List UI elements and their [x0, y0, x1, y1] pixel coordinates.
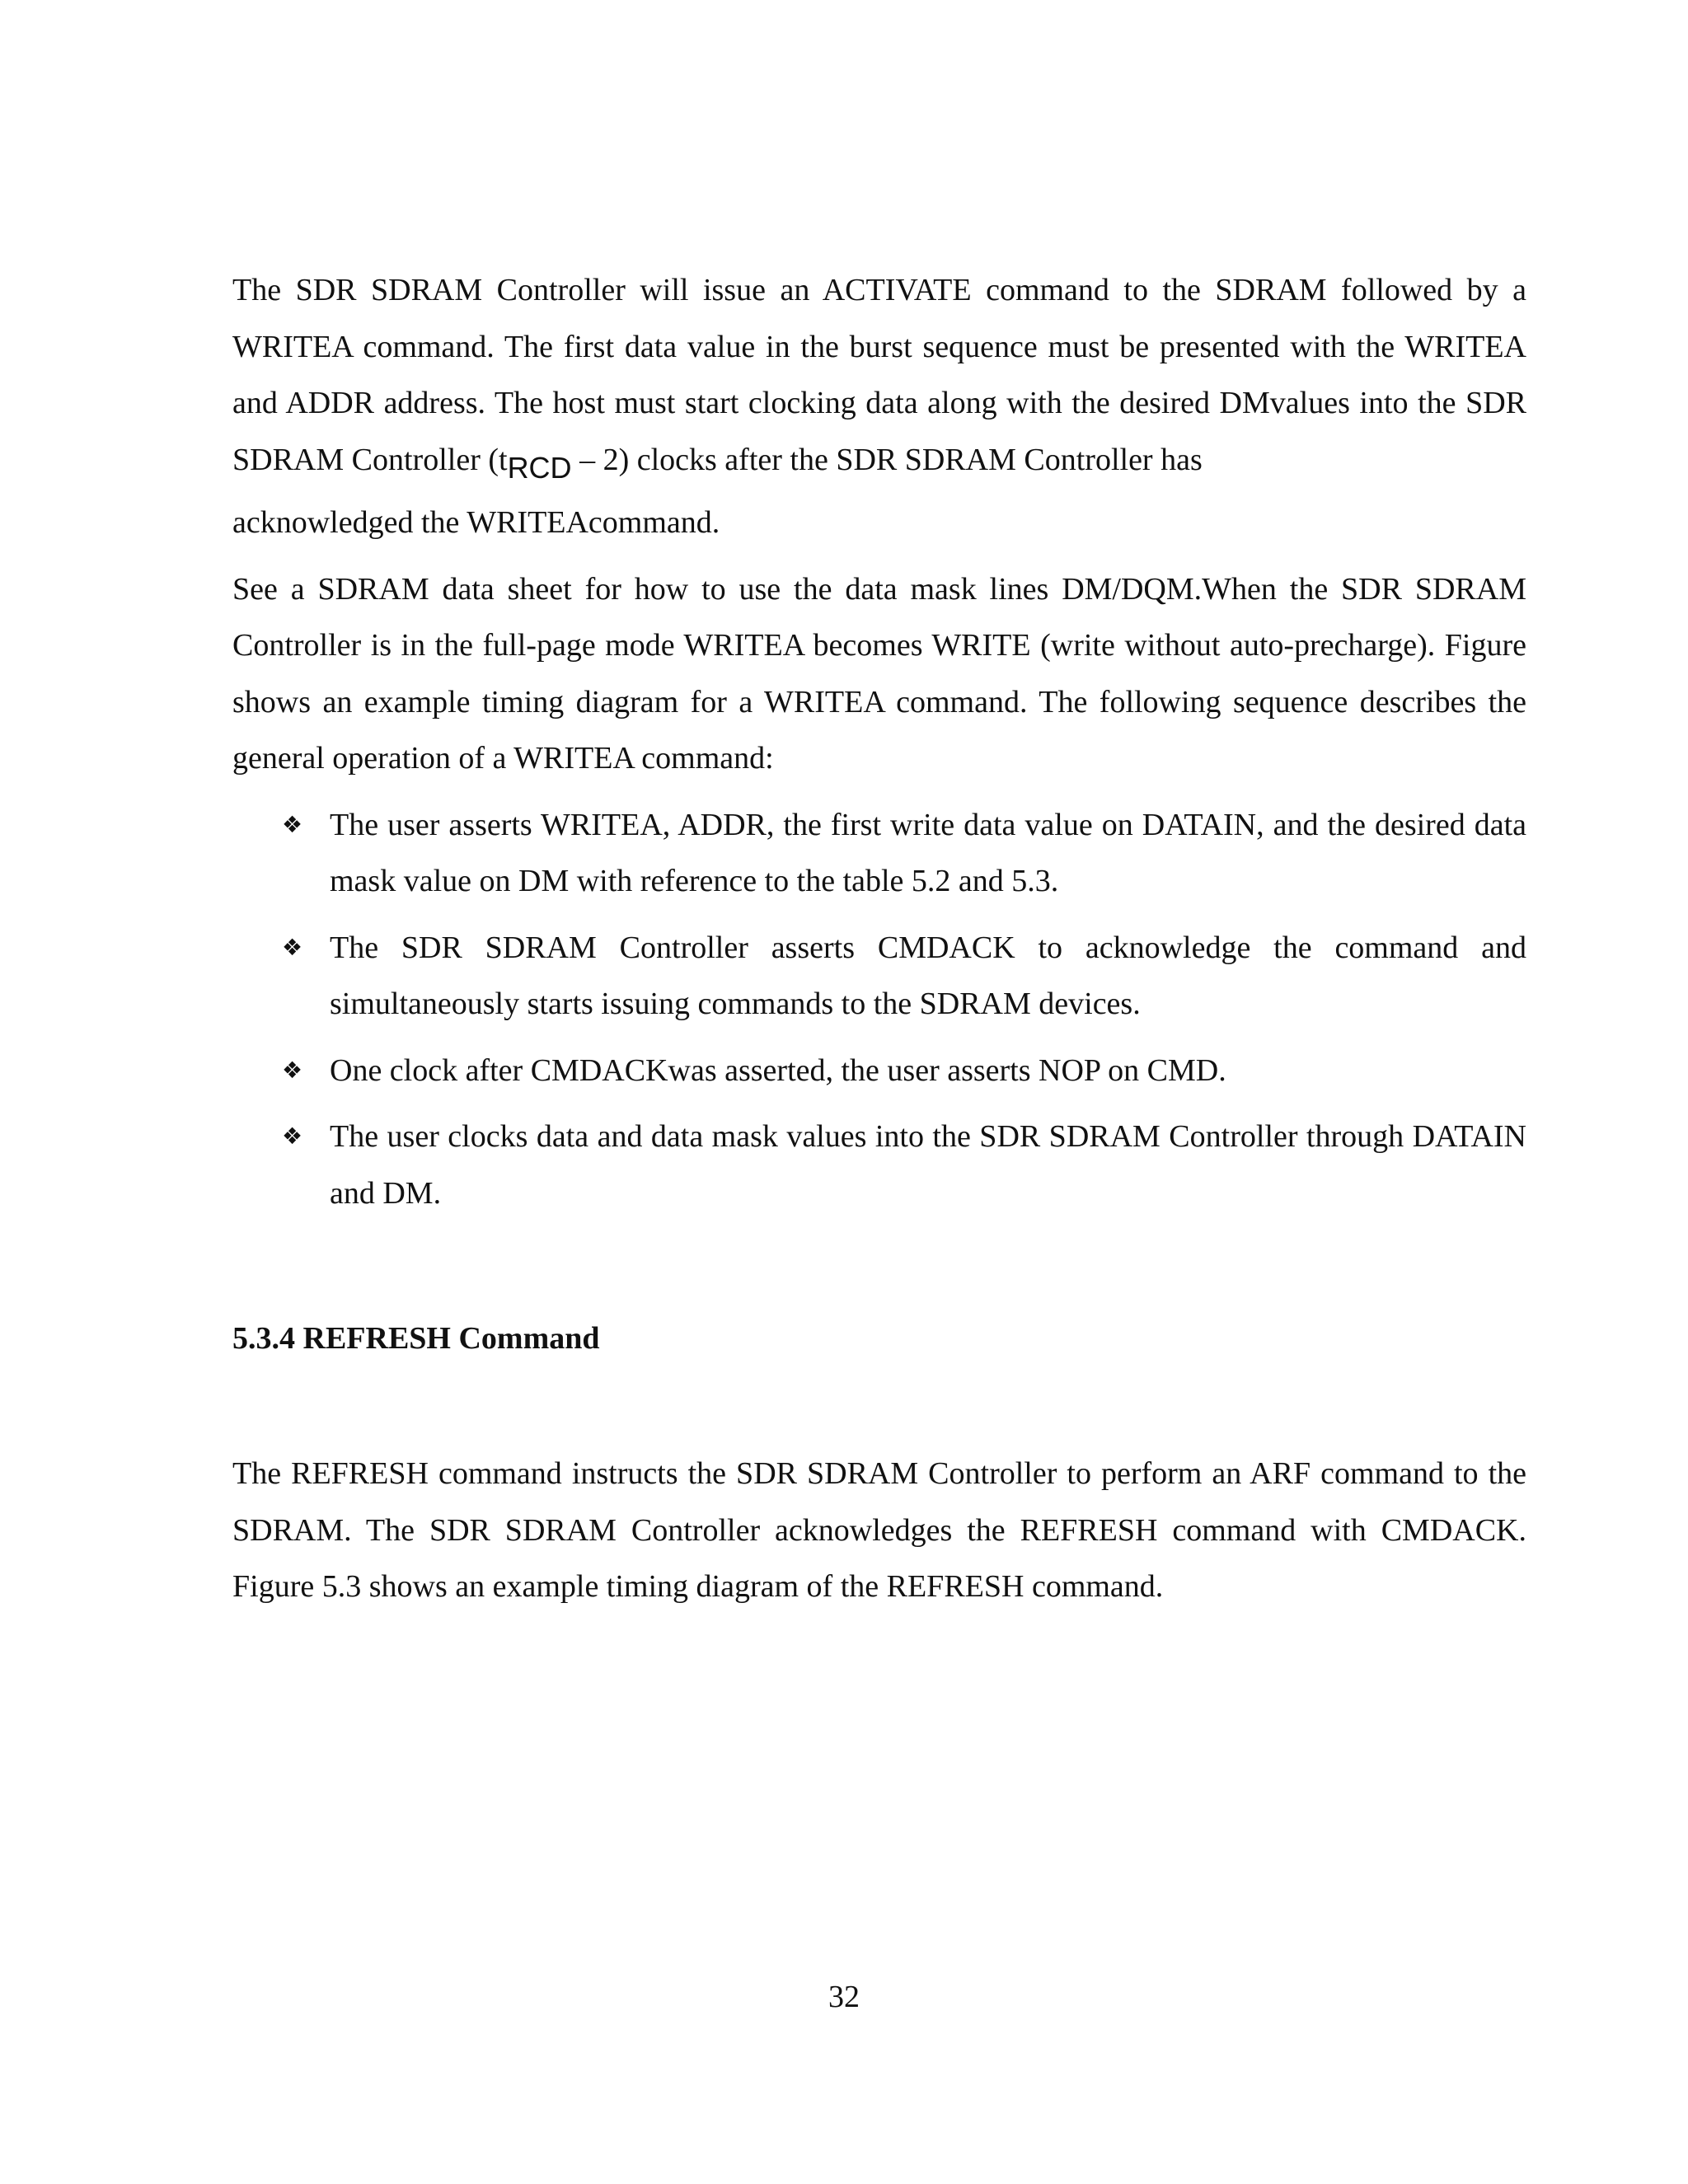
list-item-text: One clock after CMDACKwas asserted, the user asserts NOP on CMD.	[330, 1052, 1226, 1088]
paragraph-data-mask: See a SDRAM data sheet for how to use the data mask lines DM/DQM.When the SDR SDRAM Controller is in the full-page mode WRITEA becomes WRITE (write without auto-precharge). Figure shows an example timing diagram for a WRITEA command. The following sequence describes the general operation of a WRITEA command:	[232, 571, 1526, 776]
section-heading: 5.3.4 REFRESH Command	[232, 1321, 600, 1356]
list-item	[232, 1043, 1526, 1099]
page-content	[232, 262, 1526, 1615]
writea-sequence-list	[232, 797, 1526, 1222]
list-item-text: The SDR SDRAM Controller asserts CMDACK to acknowledge the command and simultaneously starts issuing commands to the SDRAM devices.	[330, 930, 1526, 1021]
paragraph-refresh: The REFRESH command instructs the SDR SDRAM Controller to perform an ARF command to the SDRAM. The SDR SDRAM Controller acknowledges the REFRESH command with CMDACK. Figure 5.3 shows an example timing diagram of the REFRESH command.	[232, 1456, 1526, 1604]
trcd-subscript: RCD	[507, 450, 572, 485]
diamond-bullet-icon: ❖	[282, 1122, 303, 1150]
list-item-text: The user clocks data and data mask values into the SDR SDRAM Controller through DATAIN and DM.	[330, 1119, 1526, 1211]
diamond-bullet-icon: ❖	[282, 810, 303, 838]
list-item-text: The user asserts WRITEA, ADDR, the first write data value on DATAIN, and the desired data mask value on DM with reference to the table 5.2 and 5.3.	[330, 807, 1526, 898]
paragraph-writea-text-1: The SDR SDRAM Controller will issue an ACTIVATE command to the SDRAM followed by a WRITEA command. The first data value in the burst sequence must be presented with the WRITEA and ADDR address. The host must start clocking data along with the desired DMvalues into the SDR SDRAM Controller (t	[232, 273, 1526, 477]
paragraph-writea-text-2: – 2) clocks after the SDR SDRAM Controller has	[571, 442, 1203, 477]
page-number: 32	[828, 1980, 860, 2014]
diamond-bullet-icon: ❖	[282, 933, 303, 961]
list-item	[232, 797, 1526, 910]
paragraph-writea-text-3: acknowledged the WRITEAcommand.	[232, 505, 720, 540]
list-item	[232, 920, 1526, 1033]
list-item	[232, 1108, 1526, 1221]
paragraph-writea-activate	[232, 262, 1526, 551]
diamond-bullet-icon: ❖	[282, 1056, 303, 1084]
